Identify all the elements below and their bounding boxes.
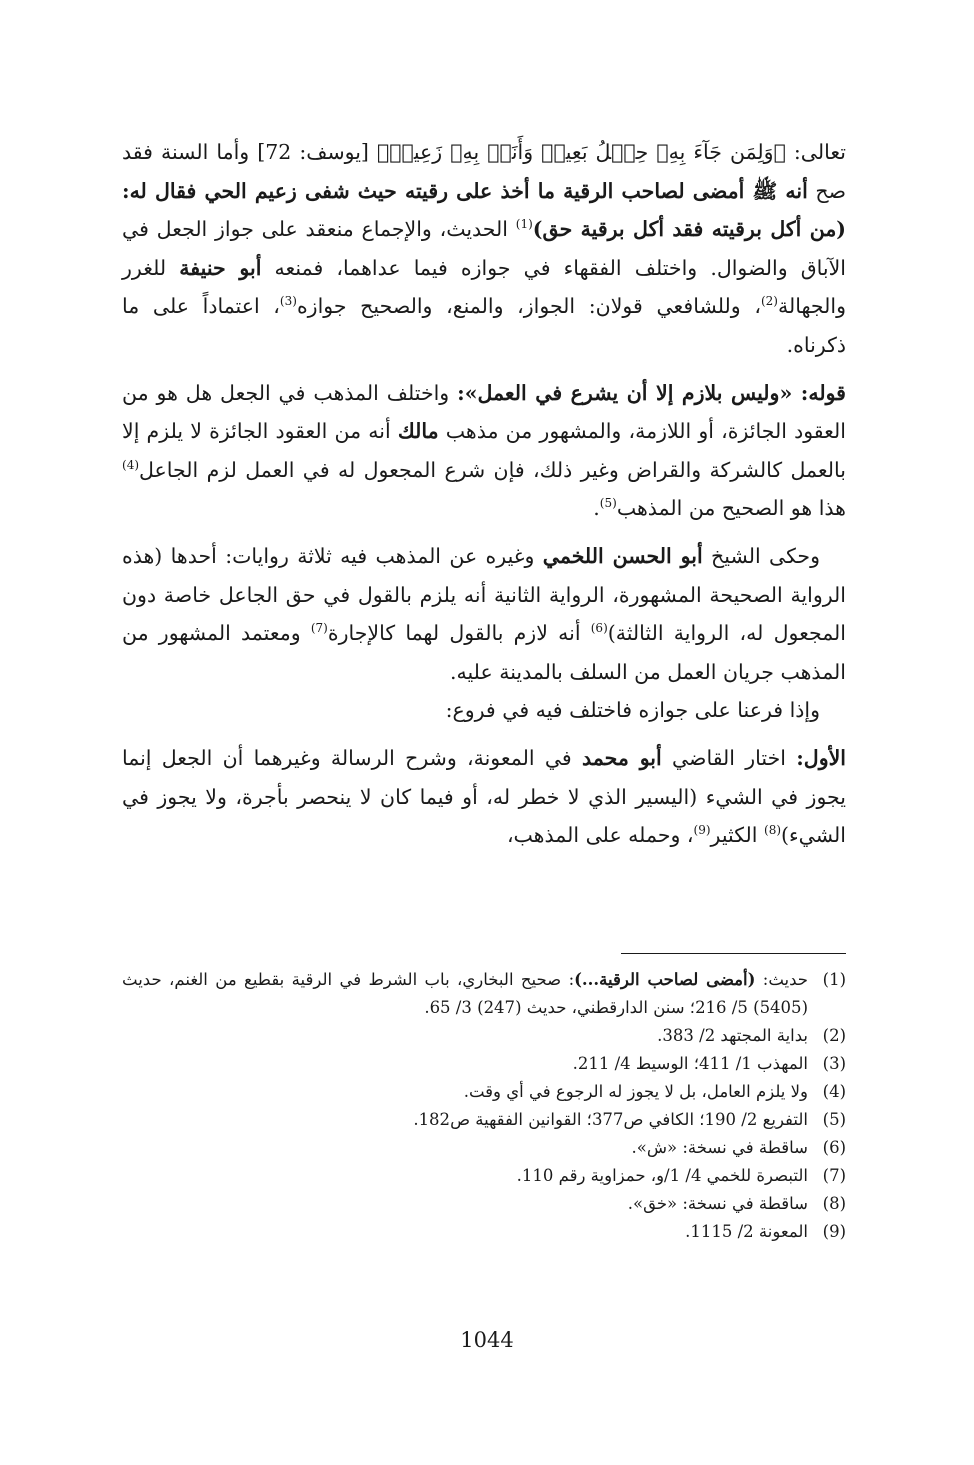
- text-run: وغيره عن المذهب فيه ثلاثة روايات: أحدها (هذه الرواية الصحيحة المشهورة، الرواية الثانية أنه يلزم بالقول في حق الجاعل خاصة دون المجعول له، الرواية الثالثة): [122, 543, 846, 646]
- footnote-ref-4[interactable]: (4): [122, 457, 140, 472]
- footnote-number: (3): [822, 1054, 846, 1073]
- footnote-text: التبصرة للخمي 4/ 1/و، حمزاوية رقم 110.: [516, 1166, 808, 1185]
- footnote-3: [122, 1050, 846, 1078]
- text-run: الكثير: [710, 823, 765, 848]
- text-run: اختار القاضي: [661, 745, 797, 770]
- footnote-text: المعونة 2/ 1115.: [685, 1222, 808, 1241]
- quote-heading: قوله: «وليس بلازم إلا أن يشرع في العمل»:: [457, 380, 846, 405]
- footnote-number: (5): [822, 1110, 846, 1129]
- scholar-name: أبو محمد: [581, 745, 662, 770]
- footnote-2: [122, 1022, 846, 1050]
- footnote-text: ساقطة في نسخة: «خق».: [627, 1194, 808, 1213]
- scholar-name: مالك: [397, 419, 439, 444]
- text-run: هذا هو الصحيح من المذهب: [616, 496, 846, 521]
- footnote-text: المهذب 1/ 411؛ الوسيط 4/ 211.: [572, 1054, 808, 1073]
- footnote-number: (9): [822, 1222, 846, 1241]
- footnote-1: [122, 966, 846, 1022]
- text-run: ، وحمله على المذهب،: [506, 823, 694, 848]
- footnote-number: (4): [822, 1082, 846, 1101]
- footnote-4: [122, 1078, 846, 1106]
- footnote-ref-3[interactable]: (3): [279, 294, 297, 309]
- hadith-title: (أمضى لصاحب الرقية...): [574, 970, 756, 989]
- branch-heading: الأول:: [796, 745, 846, 770]
- footnote-ref-2[interactable]: (2): [760, 294, 778, 309]
- quran-verse: ﴿وَلِمَن جَآءَ بِهِۦ حِمۡلُ بَعِيرٖ وَأَنَا۠ بِهِۦ زَعِيمٞ﴾: [376, 140, 786, 164]
- scholar-name: أبو الحسن اللخمي: [542, 543, 703, 568]
- footnote-text: ولا يلزم العامل، بل لا يجوز له الرجوع في أي وقت.: [463, 1082, 808, 1101]
- hadith-text: أنه ﷺ أمضى لصاحب الرقية ما أخذ على رقيته حيث شفى زعيم الحي فقال له: (من أكل برقيته فقد أكل برقية حق): [122, 178, 846, 242]
- footnote-9: [122, 1218, 846, 1246]
- footnote-7: [122, 1162, 846, 1190]
- paragraph-3: [122, 537, 846, 691]
- footnote-text: ساقطة في نسخة: «ش».: [631, 1138, 808, 1157]
- page-number: 1044: [460, 1328, 514, 1352]
- text-run: ، وللشافعي قولان: الجواز، والمنع، والصحيح جوازه: [296, 294, 761, 319]
- text-run: أنه من العقود الجائزة لا يلزم إلا بالعمل كالشركة والقراض وغير ذلك، فإن شرع المجعول له في العمل لزم الجاعل: [122, 419, 846, 482]
- paragraph-5: [122, 739, 846, 855]
- footnote-ref-9[interactable]: (9): [693, 823, 711, 838]
- paragraph-4: وإذا فرعنا على جوازه فاختلف فيه في فروع:: [445, 698, 820, 723]
- footnote-number: (8): [822, 1194, 846, 1213]
- footnote-ref-7[interactable]: (7): [310, 621, 328, 636]
- footnote-text: التفريع 2/ 190؛ الكافي ص377؛ القوانين الفقهية ص182.: [413, 1110, 808, 1129]
- text-run: [يوسف: 72] وأما السنة فقد صح: [122, 140, 846, 203]
- text-run: للغرر والجهالة: [122, 255, 846, 319]
- text-run: الحديث، والإجماع منعقد على جواز الجعل في الآباق والضوال. واختلف الفقهاء في جوازه فيما عداهما، فمنعه: [122, 217, 846, 280]
- paragraph-1: [122, 133, 846, 365]
- text-run: : صحيح البخاري، باب الشرط في الرقية بقطيع من الغنم، حديث (5405) 5/ 216؛ سنن الدارقطني، حديث (247) 3/ 65.: [122, 970, 808, 1017]
- footnotes: [122, 966, 846, 1246]
- footnote-text: بداية المجتهد 2/ 383.: [657, 1026, 808, 1045]
- text-run: أنه لازم بالقول لهما كالإجارة: [327, 621, 591, 646]
- footnote-ref-5[interactable]: (5): [599, 496, 617, 511]
- footnote-ref-6[interactable]: (6): [590, 621, 608, 636]
- footnote-8: [122, 1190, 846, 1218]
- footnote-5: [122, 1106, 846, 1134]
- footnote-number: (6): [822, 1138, 846, 1157]
- footnote-divider: [621, 953, 846, 954]
- scholar-name: أبو حنيفة: [179, 255, 262, 280]
- text-run: ومعتمد المشهور من المذهب جريان العمل من السلف بالمدينة عليه.: [122, 621, 846, 684]
- footnote-ref-1[interactable]: (1): [515, 217, 533, 232]
- text-run: ، اعتماداً على ما ذكرناه.: [122, 294, 846, 357]
- footnote-number: (2): [822, 1026, 846, 1045]
- paragraph-2: [122, 374, 846, 528]
- footnote-text: [122, 966, 808, 1022]
- text-run: حديث:: [755, 970, 808, 989]
- footnote-6: [122, 1134, 846, 1162]
- text-run: واختلف المذهب في الجعل هل هو من العقود الجائزة، أو اللازمة، والمشهور من مذهب: [122, 380, 846, 444]
- text-run: تعالى:: [785, 140, 846, 164]
- text-run: .: [593, 496, 600, 521]
- main-text: [122, 133, 846, 855]
- text-run: في المعونة، وشرح الرسالة وغيرهما أن الجعل إنما يجوز في الشيء (اليسير الذي لا خطر له، أو فيما كان لا ينحصر بأجرة، ولا يجوز في الشيء): [122, 745, 846, 848]
- text-run: وحكى الشيخ: [702, 543, 821, 568]
- footnote-number: (7): [822, 1166, 846, 1185]
- footnote-number: (1): [822, 970, 846, 989]
- footnote-ref-8[interactable]: (8): [764, 823, 782, 838]
